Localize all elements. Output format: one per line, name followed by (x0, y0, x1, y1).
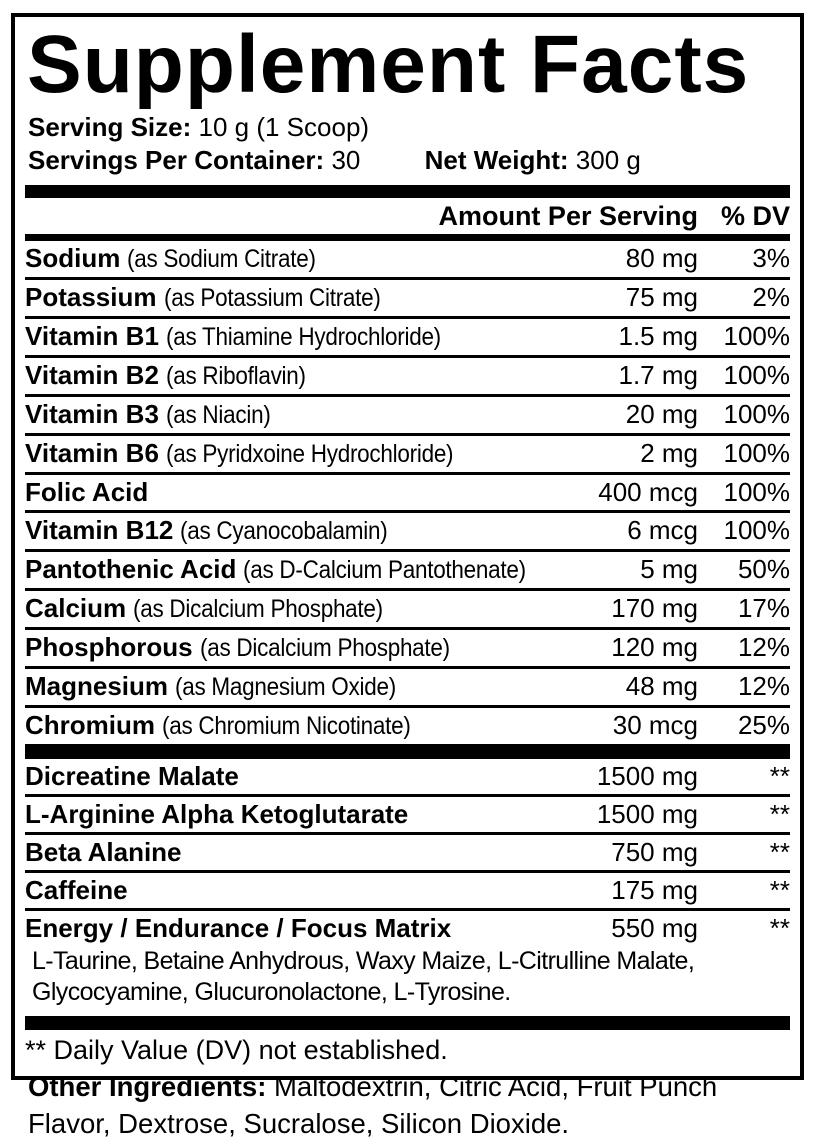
nutrient-amount: 1.5 mg (618, 321, 698, 351)
other-ingredients (28, 1068, 734, 1137)
nutrient-detail: (as Potassium Citrate) (163, 284, 381, 312)
nutrient-dv: 25% (737, 710, 790, 740)
other-ingredients-value: Maltodextrin, Citric Acid, Fruit Punch Flavor, Dextrose, Sucralose, Silicon Dioxide. (28, 1071, 718, 1137)
nutrient-detail: (as Pyridxoine Hydrochloride) (165, 440, 454, 468)
nutrient-detail: (as Magnesium Oxide) (175, 673, 396, 701)
active-dv: ** (769, 799, 790, 829)
nutrient-amount: 6 mcg (627, 515, 698, 545)
nutrient-amount: 75 mg (625, 282, 698, 312)
nutrient-name: Vitamin B6 (25, 438, 159, 468)
nutrient-name: Phosphorous (25, 632, 193, 662)
active-dv: ** (769, 875, 790, 905)
active-amount: 1500 mg (596, 761, 698, 791)
net-weight-label: Net Weight: (424, 145, 569, 175)
nutrient-name: Potassium (25, 282, 157, 312)
table-row (25, 870, 790, 908)
nutrient-table (25, 241, 790, 744)
active-name: Beta Alanine (25, 837, 182, 867)
table-row (25, 472, 790, 510)
divider-bar-middle (25, 744, 790, 759)
nutrient-detail: (as Riboflavin) (165, 362, 306, 390)
table-row (25, 241, 790, 277)
nutrient-dv: 100% (723, 360, 790, 390)
other-ingredients-label: Other Ingredients: (28, 1071, 267, 1102)
active-name: Dicreatine Malate (25, 761, 239, 791)
active-amount: 1500 mg (596, 799, 698, 829)
nutrient-dv: 3% (752, 243, 790, 273)
nutrient-dv: 50% (737, 554, 790, 584)
nutrient-amount: 2 mg (640, 438, 698, 468)
nutrient-name: Vitamin B3 (25, 399, 159, 429)
servings-per-container-line (28, 144, 790, 177)
active-name: Caffeine (25, 875, 128, 905)
nutrient-detail: (as D-Calcium Pantothenate) (243, 556, 527, 584)
table-row (25, 666, 790, 705)
dv-column-header: % DV (720, 201, 790, 231)
nutrient-amount: 5 mg (640, 554, 698, 584)
table-row (25, 588, 790, 627)
nutrient-dv: 2% (752, 282, 790, 312)
nutrient-amount: 80 mg (625, 243, 698, 273)
table-row (25, 510, 790, 549)
table-row (25, 549, 790, 588)
servings-per-container-value: 30 (331, 145, 361, 175)
nutrient-amount: 20 mg (625, 399, 698, 429)
matrix-row-group (25, 908, 790, 1016)
divider-bar-header (25, 234, 790, 241)
nutrient-detail: (as Dicalcium Phosphate) (133, 595, 384, 623)
nutrient-detail: (as Thiamine Hydrochloride) (165, 323, 441, 351)
divider-bar-top (25, 185, 790, 198)
net-weight (425, 145, 641, 175)
table-row (25, 794, 790, 832)
net-weight-value: 300 g (575, 145, 641, 175)
nutrient-amount: 48 mg (625, 671, 698, 701)
active-amount: 550 mg (611, 913, 698, 943)
table-row (25, 316, 790, 355)
nutrient-dv: 100% (723, 515, 790, 545)
nutrient-dv: 17% (737, 593, 790, 623)
column-header (25, 198, 790, 234)
nutrient-dv: 12% (737, 671, 790, 701)
nutrient-name: Chromium (25, 710, 155, 740)
nutrient-detail: (as Sodium Citrate) (127, 245, 317, 273)
active-amount: 750 mg (611, 837, 698, 867)
nutrient-dv: 100% (723, 438, 790, 468)
divider-bar-bottom (25, 1016, 790, 1030)
active-amount: 175 mg (611, 875, 698, 905)
table-row (25, 277, 790, 316)
table-row (25, 911, 790, 946)
active-name: Energy / Endurance / Focus Matrix (25, 913, 452, 943)
serving-size-label: Serving Size: (28, 112, 192, 142)
nutrient-name: Vitamin B12 (25, 515, 174, 545)
nutrient-detail: (as Cyanocobalamin) (180, 517, 388, 545)
nutrient-amount: 170 mg (611, 593, 698, 623)
supplement-facts-panel (11, 13, 804, 1080)
actives-table (25, 759, 790, 1016)
table-row (25, 355, 790, 394)
nutrient-detail: (as Chromium Nicotinate) (162, 712, 411, 740)
nutrient-amount: 120 mg (611, 632, 698, 662)
serving-size-line (28, 111, 790, 144)
table-row (25, 705, 790, 744)
nutrient-name: Sodium (25, 243, 121, 273)
table-row (25, 394, 790, 433)
nutrient-dv: 100% (723, 321, 790, 351)
matrix-sub-ingredients: L-Taurine, Betaine Anhydrous, Waxy Maize, L-Citrulline Malate, Glycocyamine, Glucuronolactone, L-Tyrosine. (32, 947, 695, 1006)
panel-title: Supplement Facts (27, 19, 750, 110)
active-dv: ** (769, 913, 790, 943)
amount-column-header: Amount Per Serving (438, 201, 698, 231)
nutrient-name: Pantothenic Acid (25, 554, 237, 584)
table-row (25, 627, 790, 666)
nutrient-amount: 30 mcg (612, 710, 698, 740)
nutrient-name: Folic Acid (25, 477, 149, 507)
nutrient-name: Calcium (25, 593, 127, 623)
nutrient-detail: (as Dicalcium Phosphate) (199, 634, 450, 662)
table-row (25, 759, 790, 794)
nutrient-dv: 12% (737, 632, 790, 662)
nutrient-dv: 100% (723, 399, 790, 429)
nutrient-name: Vitamin B2 (25, 360, 159, 390)
nutrient-amount: 400 mcg (598, 477, 698, 507)
table-row (25, 832, 790, 870)
nutrient-name: Magnesium (25, 671, 169, 701)
nutrient-detail: (as Niacin) (165, 401, 271, 429)
serving-info (28, 111, 790, 177)
serving-size-value: 10 g (1 Scoop) (198, 112, 370, 142)
nutrient-dv: 100% (723, 477, 790, 507)
table-row (25, 433, 790, 472)
dv-footnote: ** Daily Value (DV) not established. (25, 1035, 448, 1065)
active-dv: ** (769, 837, 790, 867)
active-dv: ** (769, 761, 790, 791)
nutrient-amount: 1.7 mg (618, 360, 698, 390)
active-name: L-Arginine Alpha Ketoglutarate (25, 799, 409, 829)
servings-per-container-label: Servings Per Container: (28, 145, 325, 175)
nutrient-name: Vitamin B1 (25, 321, 159, 351)
